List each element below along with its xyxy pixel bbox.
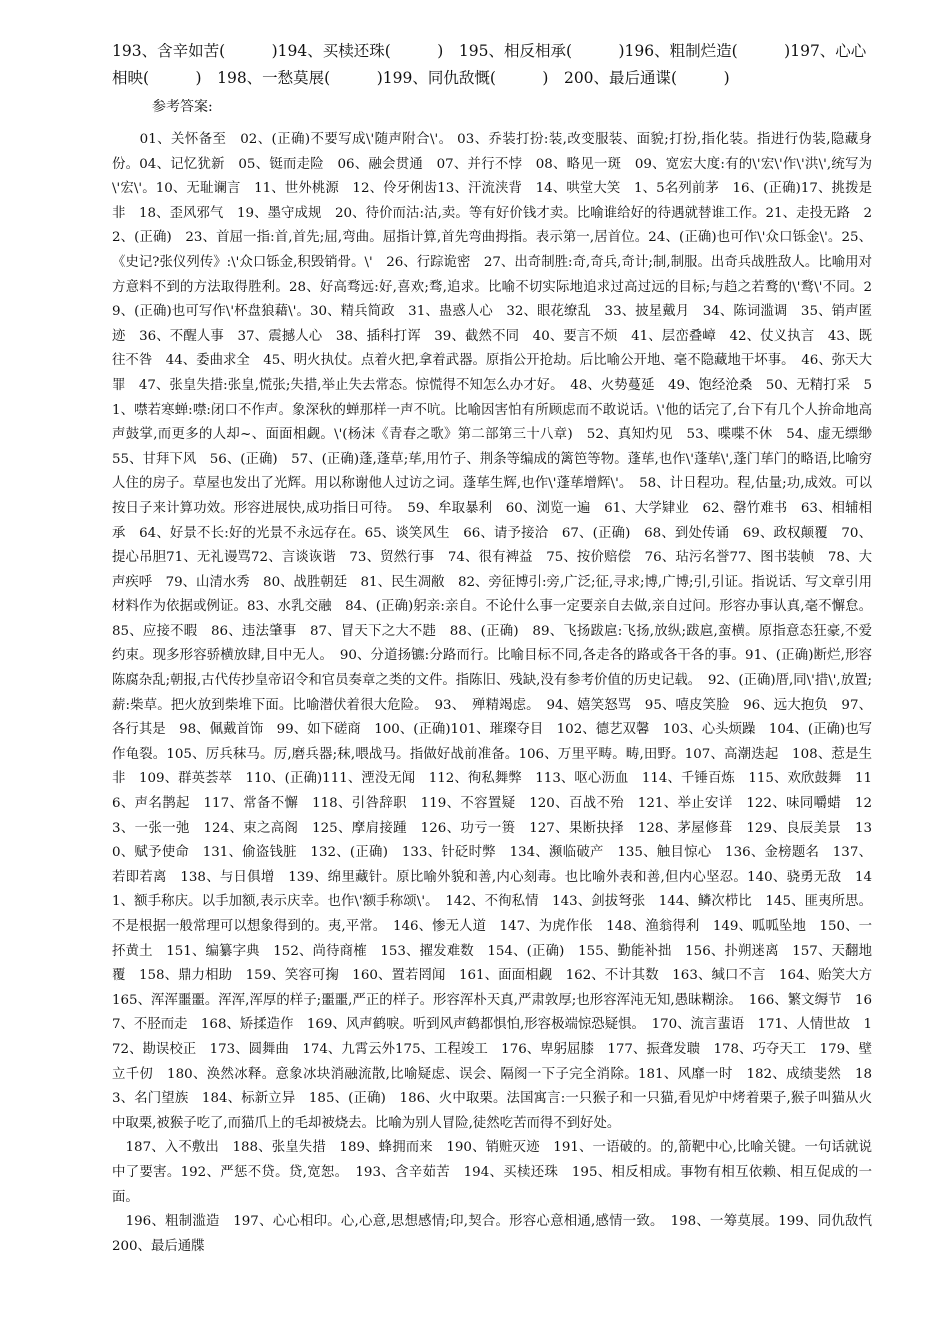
answer-paragraph: 196、粗制滥造 197、心心相印。心,心意,思想感情;印,契合。形容心意相通,感情一致。 198、一筹莫展。199、同仇敌忾 200、最后通牒 bbox=[112, 1214, 886, 1254]
answer-paragraph: 01、关怀备至 02、(正确)不要写成\'随声附合\'。 03、乔装打扮:装,改变服装、面貌;打扮,指化装。指进行伪装,隐藏身份。04、记忆犹新 05、铤而走险 06、融会贯通 07、并行不悖 08、略见一斑 09、宽宏大度:有的\'宏\'作\'洪\',统写为\'宏\'。10、无耻谰言 11、世外桃源 12、伶牙俐齿13、汗流浃背 14、哄堂大笑 1、5名列前茅 16、(正确)17、挑拨是非 18、歪风邪气 19、墨守成规 20、待价而沽:沽,卖。等有好价钱才卖。比喻谁给好的待遇就替谁工作。21、走投无路 22、(正确) 23、首屈一指:首,首先;屈,弯曲。屈指计算,首先弯曲拇指。表示第一,居首位。24、(正确)也可作\'众口铄金\'。25、《史记?张仪列传》:\'众口铄金,积毁销骨。\' 26、行踪诡密 27、出奇制胜:奇,奇兵,奇计;制,制服。出奇兵战胜敌人。比喻用对方意料不到的方法取得胜利。28、好高骛远:好,喜欢;骛,追求。比喻不切实际地追求过高过远的目标;与趋之若鹜的\'鹜\'不同。29、(正确)也可写作\'杯盘狼藉\'。30、精兵简政 31、蛊惑人心 32、眼花缭乱 33、披星戴月 34、陈词滥调 35、销声匿迹 36、不醒人事 37、震撼人心 38、插科打诨 39、截然不同 40、要言不烦 41、层峦叠嶂 42、仗义执言 43、既往不咎 44、委曲求全 45、明火执仗。点着火把,拿着武器。原指公开抢劫。后比喻公开地、毫不隐藏地干坏事。 46、弥天大罪 47、张皇失措:张皇,慌张;失措,举止失去常态。惊慌得不知怎么办才好。 48、火势蔓延 49、饱经沧桑 50、无精打采 51、噤若寒蝉:噤:闭口不作声。象深秋的蝉那样一声不吭。比喻因害怕有所顾虑而不敢说话。\'他的话完了,台下有几个人拚命地高声鼓掌,而更多的人却~、面面相觑。\'(杨沫《青春之歌》第二部第三十八章) 52、真知灼见 53、喋喋不休 54、虚无缥缈 55、甘拜下风 56、(正确) 57、(正确)蓬,蓬草;荜,用竹子、荆条等编成的篱笆等物。蓬荜,也作\'蓬荜\',蓬门荜门的略语,比喻穷人住的房子。草屋也发出了光辉。用以称谢他人过访之词。蓬荜生辉,也作\'蓬荜增辉\'。 58、计日程功。程,估量;功,成效。可以按日子来计算功效。形容进展快,成功指日可待。 59、牟取暴利 60、浏览一遍 61、大学肄业 62、罄竹难书 63、相辅相承 64、好景不长:好的光景不永远存在。65、谈笑风生 66、请予接洽 67、(正确) 68、到处传诵 69、政权颠覆 70、提心吊胆71、无礼谩骂72、言谈诙谐 73、贸然行事 74、很有裨益 75、按价赔偿 76、玷污名誉77、图书装帧 78、大声疾呼 79、山清水秀 80、战胜朝廷 81、民生凋敝 82、旁征博引:旁,广泛;征,寻求;博,广博;引,引证。指说话、写文章引用材料作为依据或例证。83、水乳交融 84、(正确)躬亲:亲自。不论什么事一定要亲自去做,亲自过问。形容办事认真,毫不懈怠。85、应接不暇 86、违法肇事 87、冒天下之大不韪 88、(正确) 89、飞扬跋扈:飞扬,放纵;跋扈,蛮横。原指意态狂豪,不爱约束。现多形容骄横放肆,目中无人。 90、分道扬镳:分路而行。比喻目标不同,各走各的路或各干各的事。91、(正确)断烂,形容陈腐杂乱;朝报,古代传抄皇帝诏令和官员奏章之类的文件。指陈旧、残缺,没有参考价值的历史记载。 92、(正确)厝,同\'措\',放置;薪:柴草。把火放到柴堆下面。比喻潜伏着很大危险。 93、 殚精竭虑。 94、嬉笑怒骂 95、嘻皮笑脸 96、远大抱负 97、各行其是 98、佩戴首饰 99、如下磋商 100、(正确)101、璀璨夺目 102、德艺双馨 103、心头烦躁 104、(正确)也写作龟裂。105、厉兵秣马。厉,磨兵器;秣,喂战马。指做好战前准备。106、万里平畴。畴,田野。107、高潮迭起 108、惹是生非 109、群英荟萃 110、(正确)111、湮没无闻 112、徇私舞弊 113、呕心沥血 114、千锤百炼 115、欢欣鼓舞 116、声名鹊起 117、常备不懈 118、引咎辞职 119、不容置疑 120、百战不殆 121、举止安详 122、味同嚼蜡 123、一张一弛 124、束之高阁 125、摩肩接踵 126、功亏一篑 127、果断抉择 128、茅屋修葺 129、良辰美景 130、赋予使命 131、偷盗钱脏 132、(正确) 133、针砭时弊 134、濒临破产 135、触目惊心 136、金榜题名 137、若即若离 138、与日俱增 139、绵里藏针。原比喻外貌和善,内心刻毒。也比喻外表和善,但内心坚忍。140、骁勇无敌 141、额手称庆。以手加额,表示庆幸。也作\'额手称颂\'。 142、不徇私情 143、剑拔弩张 144、鳞次栉比 145、匪夷所思。不是根据一般常理可以想象得到的。夷,平常。 146、惨无人道 147、为虎作伥 148、渔翁得利 149、呱呱坠地 150、一抔黄土 151、编纂字典 152、尚待商榷 153、擢发难数 154、(正确) 155、勤能补拙 156、扑朔迷离 157、天翻地覆 158、鼎力相助 159、笑容可掬 160、置若罔闻 161、面面相觑 162、不计其数 163、缄口不言 164、贻笑大方 165、浑浑噩噩。浑浑,浑厚的样子;噩噩,严正的样子。形容浑朴天真,严肃敦厚;也形容浑沌无知,愚昧糊涂。 166、繁文缛节 167、不胫而走 168、矫揉造作 169、风声鹤唳。听到风声鹤都惧怕,形容极端惊恐疑惧。 170、流言蜚语 171、人情世故 172、勘误校正 173、圆舞曲 174、九霄云外175、工程竣工 176、卑躬屈膝 177、振聋发聩 178、巧夺天工 179、壁立千仞 180、涣然冰释。意象冰块消融流散,比喻疑虑、误会、隔阂一下子完全消除。181、风靡一时 182、成绩斐然 183、名门望族 184、标新立异 185、(正确) 186、火中取栗。法国寓言:一只猴子和一只猫,看见炉中烤着栗子,猴子叫猫从火中取栗,被猴子吃了,而猫爪上的毛却被烧去。比喻为别人冒险,徒然吃苦而得不到好处。 bbox=[112, 132, 886, 1131]
answer-paragraph: 187、入不敷出 188、张皇失措 189、蜂拥而来 190、销赃灭迹 191、一语破的。的,箭靶中心,比喻关键。一句话就说中了要害。192、严惩不贷。贷,宽恕。 193、含辛茹苦 194、买椟还珠 195、相反相成。事物有相互依赖、相互促成的一面。 bbox=[112, 1140, 872, 1205]
answers-heading: 参考答案: bbox=[152, 99, 213, 115]
document-page bbox=[112, 38, 886, 1259]
answer-text bbox=[112, 128, 886, 1259]
question-list: 193、含辛如苦( )194、买椟还珠( ) 195、相反相承( )196、粗制烂造( )197、心心相映( ) 198、一愁莫展( )199、同仇敌慨( ) 200、最后通谍( ) bbox=[112, 42, 867, 87]
